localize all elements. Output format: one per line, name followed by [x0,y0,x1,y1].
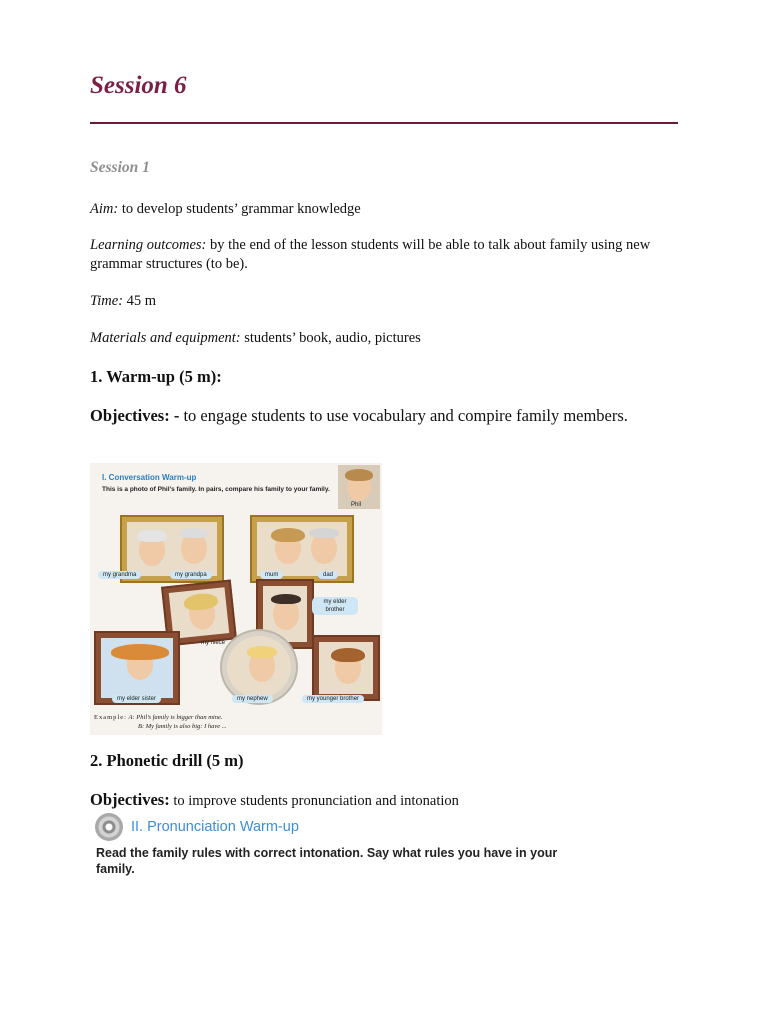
warmup-objectives-label: Objectives: - [90,406,180,425]
phonetic-objectives [90,790,690,810]
label-dad: dad [318,571,338,579]
page-title: Session 6 [90,72,187,99]
nephew-frame [220,629,298,705]
example-line-b: B: My family is also big: I have ... [138,723,227,730]
materials-paragraph [90,329,690,348]
aim-paragraph [90,200,690,219]
outcomes-paragraph [90,236,670,274]
figure-heading: I. Conversation Warm-up [102,473,197,482]
phonetic-heading: 2. Phonetic drill (5 m) [90,751,244,770]
warmup-objectives [90,405,670,427]
outcomes-label: Learning outcomes: [90,237,207,253]
pronunciation-title: II. Pronunciation Warm-up [131,819,299,835]
label-mum: mum [260,571,283,579]
time-text: 45 m [123,293,157,309]
time-label: Time: [90,293,124,309]
audio-cd-icon [95,813,123,841]
elder-sister-frame [94,631,180,705]
phonetic-objectives-text: to improve students pronunciation and intonation [169,793,459,809]
example-line-a: A: Phil’s family is bigger than mine. [128,714,223,721]
figure-instruction: This is a photo of Phil’s family. In pairs, compare his family to your family. [102,486,330,493]
label-elder-sister: my elder sister [112,695,161,703]
aim-text: to develop students’ grammar knowledge [118,201,361,217]
family-photo-figure [90,463,382,735]
label-nephew: my nephew [232,695,273,703]
label-younger-brother: my younger brother [302,695,364,703]
figure-example [94,713,227,731]
outcomes-text: by the end of the lesson students will be able to talk about family using new grammar structures (to be). [90,237,651,272]
warmup-heading: 1. Warm-up (5 m): [90,367,222,386]
label-grandma: my grandma [98,571,141,579]
title-divider [90,122,678,124]
aim-label: Aim: [90,201,119,217]
materials-text: students’ book, audio, pictures [240,330,421,346]
label-phil: Phil [351,502,362,508]
pronunciation-instruction: Read the family rules with correct intonation. Say what rules you have in your family. [96,846,558,876]
label-grandpa: my grandpa [170,571,212,579]
label-elder-brother: my elder brother [312,597,358,615]
label-niece: my niece [201,640,226,646]
younger-brother-frame [312,635,380,701]
phonetic-objectives-label: Objectives: [90,790,170,809]
time-paragraph [90,292,690,311]
materials-label: Materials and equipment: [90,330,241,346]
session-subtitle: Session 1 [90,159,150,176]
warmup-objectives-text: to engage students to use vocabulary and compire family members. [179,406,628,425]
example-label: Example: [94,714,127,721]
